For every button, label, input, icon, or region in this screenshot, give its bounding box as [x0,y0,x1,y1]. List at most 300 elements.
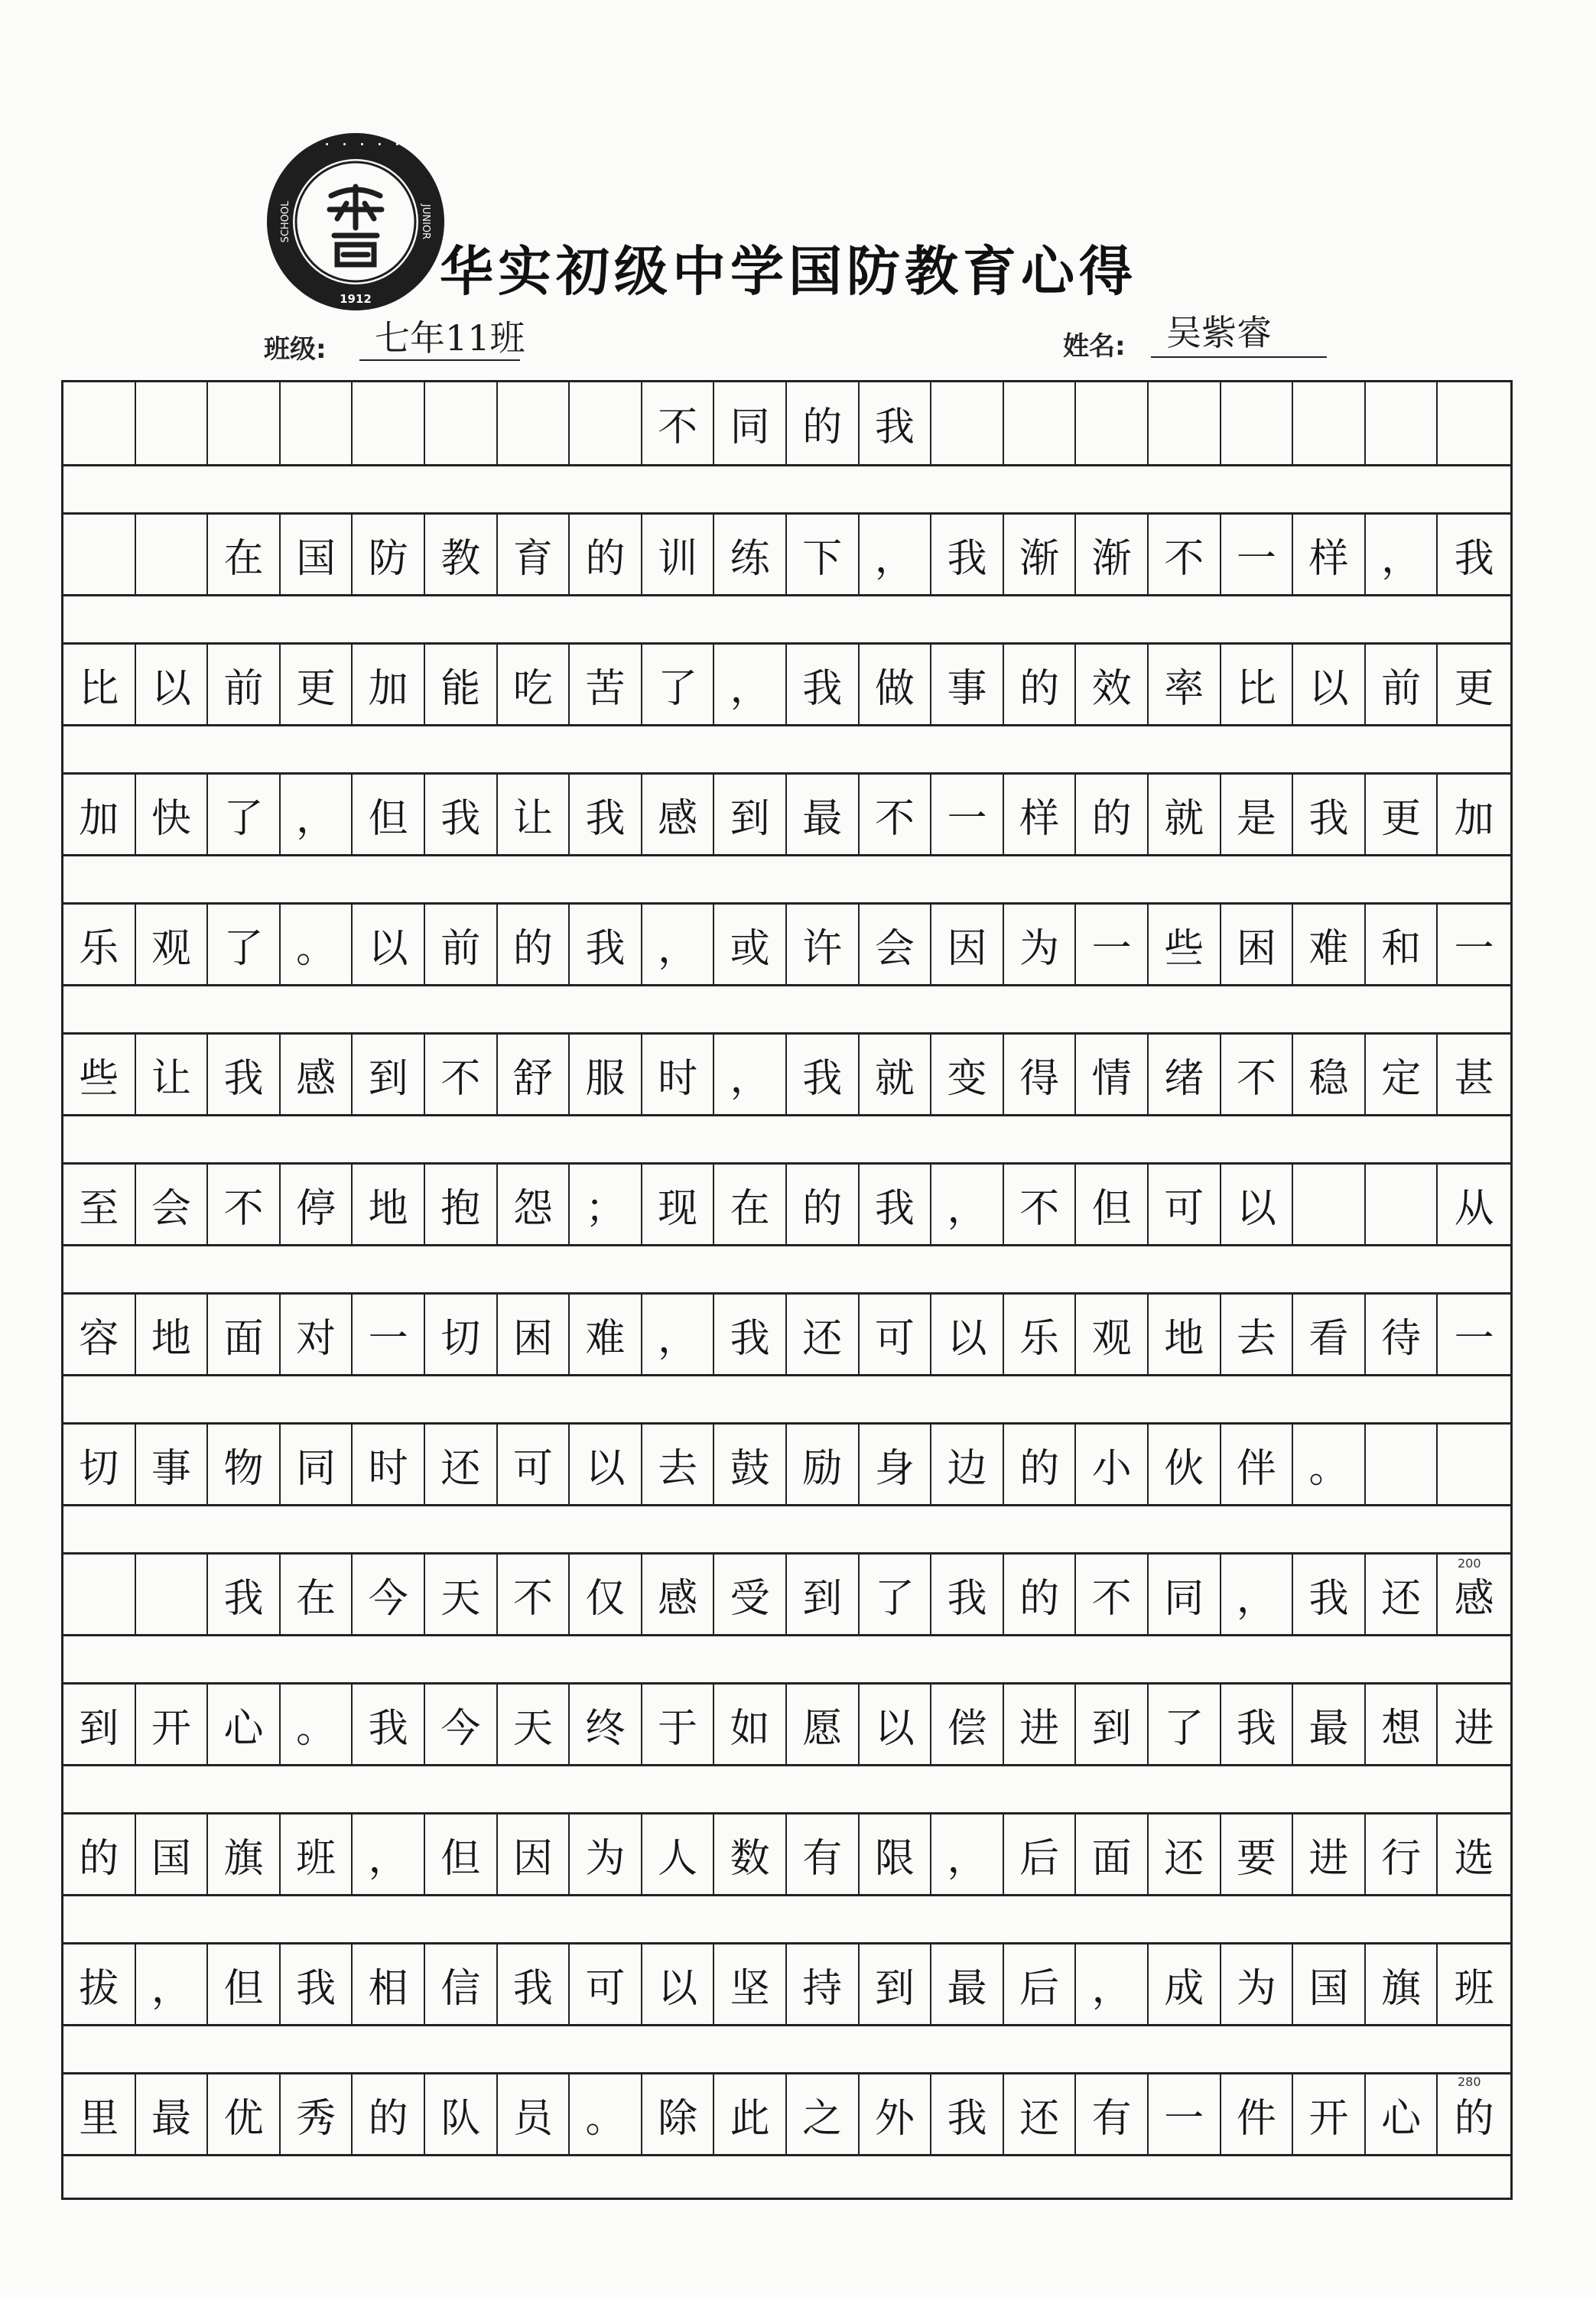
grid-cell: ， [860,515,932,594]
grid-cell: 但 [1076,1165,1149,1244]
grid-cell: 今 [353,1555,425,1634]
grid-cell: 在 [714,1165,787,1244]
grid-cell: 开 [136,1685,209,1764]
grid-cell: 到 [787,1555,860,1634]
grid-cell: 我 [860,382,932,464]
grid-row [63,1682,1510,1766]
grid-cell: 和 [1366,905,1438,984]
grid-row [63,1032,1510,1116]
grid-cell: 相 [353,1944,425,2024]
grid-cell: 我 [787,645,860,724]
grid-cell: 国 [136,1815,209,1894]
grid-cell: 快 [136,775,209,854]
grid-cell: 同 [1149,1555,1221,1634]
grid-cell: 看 [1293,1295,1366,1374]
grid-cell [208,382,281,464]
grid-cell: 更 [1366,775,1438,854]
grid-cell: 吃 [498,645,570,724]
grid-cell: 前 [208,645,281,724]
svg-text:1912: 1912 [340,292,372,306]
grid-cell: 以 [931,1295,1004,1374]
grid-cell: 不 [1076,1555,1149,1634]
grid-cell: 小 [1076,1425,1149,1504]
grid-cell [353,382,425,464]
grid-cell: 容 [63,1295,136,1374]
grid-cell: 后 [1004,1944,1077,2024]
grid-cell [1366,382,1438,464]
class-label: 班级: [264,334,327,365]
grid-cell: 时 [353,1425,425,1504]
grid-cell: 我 [498,1944,570,2024]
grid-cell: 今 [425,1685,498,1764]
grid-cell: 地 [136,1295,209,1374]
grid-cell: 更 [281,645,353,724]
grid-cell: ， [714,645,787,724]
grid-cell: 下 [787,515,860,594]
grid-cell: 的 [1004,1555,1077,1634]
grid-cell: 我 [1293,775,1366,854]
grid-row [63,382,1510,466]
grid-cell: ， [931,1815,1004,1894]
grid-cell: 我 [570,775,642,854]
grid-cell: 的 [570,515,642,594]
grid-cell: 身 [860,1425,932,1504]
name-underline [1151,356,1327,358]
grid-cell: 渐 [1076,515,1149,594]
grid-cell: 后 [1004,1815,1077,1894]
grid-cell: 。 [281,1685,353,1764]
grid-cell: 更 [1454,665,1494,712]
grid-cell: 就 [860,1035,932,1114]
grid-cell: 心 [1366,2074,1438,2154]
grid-cell: 一 [1221,515,1294,594]
grid-cell [63,382,136,464]
grid-cell: 国 [281,515,353,594]
grid-cell: 怨 [498,1165,570,1244]
grid-cell: 比 [1221,645,1294,724]
grid-cell: 或 [714,905,787,984]
grid-cell: 我 [353,1685,425,1764]
grid-cell: ， [642,905,715,984]
grid-cell: 困 [498,1295,570,1374]
word-count-mark: 200 [1458,1556,1481,1571]
grid-cell: 愿 [787,1685,860,1764]
class-underline [359,359,520,361]
grid-cell: 去 [642,1425,715,1504]
grid-cell: 班 [1454,1965,1494,2012]
grid-cell: 了 [1149,1685,1221,1764]
grid-cell: 事 [931,645,1004,724]
grid-cell: 一 [1454,1315,1494,1362]
grid-cell: 可 [1149,1165,1221,1244]
grid-cell: 一 [353,1295,425,1374]
grid-cell: 抱 [425,1165,498,1244]
grid-cell: 样 [1293,515,1366,594]
grid-cell [281,382,353,464]
grid-cell: 想 [1366,1685,1438,1764]
grid-cell: 到 [1076,1685,1149,1764]
grid-cell: 感 [281,1035,353,1114]
grid-cell: 面 [208,1295,281,1374]
grid-cell: 观 [1076,1295,1149,1374]
grid-cell [1004,382,1077,464]
grid-cell: 在 [208,515,281,594]
grid-cell: 我 [714,1295,787,1374]
grid-cell [1221,382,1294,464]
grid-cell: 不 [1221,1035,1294,1114]
grid-cell: 为 [1221,1944,1294,2024]
grid-cell [1149,382,1221,464]
grid-cell: 外 [860,2074,932,2154]
grid-cell: 鼓 [714,1425,787,1504]
grid-cell: 面 [1076,1815,1149,1894]
grid-cell: 前 [1366,645,1438,724]
grid-cell: 渐 [1004,515,1077,594]
grid-cell: ， [281,775,353,854]
grid-cell: 最 [787,775,860,854]
grid-row [63,1552,1510,1636]
grid-cell: 信 [425,1944,498,2024]
grid-cell: 育 [498,515,570,594]
grid-cell: 心 [208,1685,281,1764]
grid-cell: 边 [931,1425,1004,1504]
grid-cell: 乐 [63,905,136,984]
grid-cell: 最 [1293,1685,1366,1764]
grid-cell: 还 [1149,1815,1221,1894]
grid-cell: 感 [1454,1575,1494,1622]
grid-cell: ， [931,1165,1004,1244]
grid-cell: 但 [353,775,425,854]
grid-cell: 情 [1076,1035,1149,1114]
name-value: 吴紫睿 [1166,312,1272,353]
grid-cell: 进 [1293,1815,1366,1894]
grid-cell: ， [1366,515,1438,594]
grid-cell [136,1555,209,1634]
grid-cell [1438,1425,1510,1504]
grid-row [63,1812,1510,1896]
grid-cell: 不 [208,1165,281,1244]
grid-cell: 以 [642,1944,715,2024]
grid-cell: 许 [787,905,860,984]
grid-cell: 行 [1366,1815,1438,1894]
name-label: 姓名: [1063,331,1126,362]
grid-cell: 以 [353,905,425,984]
grid-cell: 加 [63,775,136,854]
grid-cell: 不 [498,1555,570,1634]
grid-cell: 了 [642,645,715,724]
grid-cell: 伴 [1221,1425,1294,1504]
grid-cell: 仅 [570,1555,642,1634]
grid-cell: 里 [63,2074,136,2154]
grid-cell: 加 [353,645,425,724]
grid-cell: 了 [860,1555,932,1634]
grid-cell: 地 [1149,1295,1221,1374]
grid-row [63,2072,1510,2156]
grid-cell: 件 [1221,2074,1294,2154]
grid-cell: 不 [642,382,715,464]
grid-cell: 有 [787,1815,860,1894]
grid-cell: 能 [425,645,498,724]
grid-cell: 的 [1454,2095,1494,2142]
grid-cell: 之 [787,2074,860,2154]
grid-cell: 的 [1004,645,1077,724]
grid-cell [425,382,498,464]
grid-cell [570,382,642,464]
grid-cell: 我 [931,2074,1004,2154]
grid-cell: 我 [208,1555,281,1634]
grid-cell: ， [353,1815,425,1894]
grid-cell: 切 [425,1295,498,1374]
grid-cell: 教 [425,515,498,594]
grid-cell: 我 [208,1035,281,1114]
grid-cell: 进 [1454,1705,1494,1752]
grid-cell: 前 [425,905,498,984]
grid-cell: 坚 [714,1944,787,2024]
grid-cell: 为 [1004,905,1077,984]
grid-cell: 些 [1149,905,1221,984]
grid-cell: 以 [570,1425,642,1504]
grid-cell: 了 [208,905,281,984]
grid-cell: 旗 [1366,1944,1438,2024]
essay-grid [61,380,1513,2200]
grid-cell: 。 [1293,1425,1366,1504]
grid-cell: 到 [714,775,787,854]
class-value: 七年11班 [375,317,525,359]
grid-cell: 因 [931,905,1004,984]
grid-row [63,1422,1510,1506]
grid-cell: 还 [425,1425,498,1504]
grid-cell: 到 [860,1944,932,2024]
grid-cell: 做 [860,645,932,724]
grid-cell: 不 [1004,1165,1077,1244]
grid-cell: 就 [1149,775,1221,854]
grid-cell: 可 [570,1944,642,2024]
grid-cell: 一 [1149,2074,1221,2154]
grid-cell: 会 [136,1165,209,1244]
grid-cell: 物 [208,1425,281,1504]
grid-cell: 的 [1076,775,1149,854]
grid-cell: 但 [208,1944,281,2024]
grid-cell: 稳 [1293,1035,1366,1114]
grid-cell [1366,1165,1438,1244]
grid-cell: 为 [570,1815,642,1894]
grid-row [63,1292,1510,1376]
grid-cell: 励 [787,1425,860,1504]
grid-cell: 我 [931,1555,1004,1634]
grid-cell: 我 [787,1035,860,1114]
grid-cell: 队 [425,2074,498,2154]
grid-cell [1366,1425,1438,1504]
grid-cell: 成 [1149,1944,1221,2024]
grid-cell: 效 [1076,645,1149,724]
grid-row [63,512,1510,596]
grid-cell: 我 [281,1944,353,2024]
grid-cell: 苦 [570,645,642,724]
grid-cell: 加 [1454,795,1494,842]
grid-cell: 一 [1076,905,1149,984]
grid-cell: 的 [787,1165,860,1244]
grid-cell: 我 [1293,1555,1366,1634]
grid-cell [136,382,209,464]
grid-cell: 可 [498,1425,570,1504]
grid-cell: 定 [1366,1035,1438,1114]
grid-row [63,642,1510,726]
grid-cell: 的 [498,905,570,984]
grid-cell: 绪 [1149,1035,1221,1114]
grid-cell: ， [714,1035,787,1114]
grid-cell: 我 [860,1165,932,1244]
grid-cell [1438,382,1510,464]
grid-cell: 国 [1293,1944,1366,2024]
grid-cell: 让 [136,1035,209,1114]
grid-cell: 数 [714,1815,787,1894]
grid-cell [1076,382,1149,464]
grid-cell: 选 [1454,1835,1494,1882]
grid-cell [63,515,136,594]
grid-cell: 。 [281,905,353,984]
grid-cell: 停 [281,1165,353,1244]
grid-cell: 我 [1454,535,1494,582]
grid-cell [136,515,209,594]
grid-cell: 到 [63,1685,136,1764]
grid-cell: 优 [208,2074,281,2154]
grid-row [63,772,1510,856]
grid-cell: 是 [1221,775,1294,854]
grid-cell: 以 [1293,645,1366,724]
grid-cell: 一 [1454,925,1494,972]
grid-cell: 天 [425,1555,498,1634]
grid-cell: 地 [353,1165,425,1244]
grid-cell: 。 [570,2074,642,2154]
grid-cell: ， [642,1295,715,1374]
grid-cell: 待 [1366,1295,1438,1374]
grid-cell: 以 [1221,1165,1294,1244]
grid-cell: 我 [931,515,1004,594]
grid-cell: ， [1221,1555,1294,1634]
page-title: 华实初级中学国防教育心得 [440,240,1137,303]
grid-cell: 了 [208,775,281,854]
grid-cell: 让 [498,775,570,854]
grid-cell: ； [570,1165,642,1244]
grid-cell: 难 [570,1295,642,1374]
grid-cell: 班 [281,1815,353,1894]
grid-cell: 时 [642,1035,715,1114]
grid-cell: 伙 [1149,1425,1221,1504]
grid-cell: 难 [1293,905,1366,984]
grid-cell: 感 [642,775,715,854]
grid-cell: 舒 [498,1035,570,1114]
grid-cell: 样 [1004,775,1077,854]
grid-cell: 的 [63,1815,136,1894]
grid-cell: 受 [714,1555,787,1634]
grid-cell: 此 [714,2074,787,2154]
grid-cell: 的 [1004,1425,1077,1504]
svg-text:· · · · · ·: · · · · · · [307,138,405,151]
grid-cell: 观 [136,905,209,984]
grid-cell: 练 [714,515,787,594]
grid-cell: 服 [570,1035,642,1114]
grid-cell: 还 [1366,1555,1438,1634]
grid-cell: 甚 [1454,1055,1494,1102]
grid-cell: 一 [931,775,1004,854]
grid-cell: 拔 [63,1944,136,2024]
grid-cell: 于 [642,1685,715,1764]
grid-cell [931,382,1004,464]
grid-cell: 不 [1149,515,1221,594]
grid-cell: 得 [1004,1035,1077,1114]
grid-cell: 进 [1004,1685,1077,1764]
grid-cell: 我 [570,905,642,984]
grid-cell: 的 [353,2074,425,2154]
grid-cell: 同 [714,382,787,464]
grid-cell: 些 [63,1035,136,1114]
grid-cell [63,1555,136,1634]
grid-cell: 感 [642,1555,715,1634]
grid-cell: 现 [642,1165,715,1244]
svg-text:JUNIOR: JUNIOR [420,203,431,240]
grid-row [63,902,1510,986]
grid-cell: ， [1076,1944,1149,2024]
grid-cell: 天 [498,1685,570,1764]
grid-cell: 可 [860,1295,932,1374]
grid-cell: 去 [1221,1295,1294,1374]
grid-cell: 不 [425,1035,498,1114]
grid-cell [1293,1165,1366,1244]
grid-cell: 人 [642,1815,715,1894]
grid-cell: 因 [498,1815,570,1894]
grid-cell: ， [136,1944,209,2024]
grid-cell: 有 [1076,2074,1149,2154]
grid-row [63,1162,1510,1246]
grid-row [63,1942,1510,2026]
grid-cell: 同 [281,1425,353,1504]
grid-cell: 如 [714,1685,787,1764]
grid-cell: 至 [63,1165,136,1244]
grid-cell: 我 [1221,1685,1294,1764]
grid-cell: 偿 [931,1685,1004,1764]
grid-cell: 乐 [1004,1295,1077,1374]
grid-cell: 比 [63,645,136,724]
grid-cell: 终 [570,1685,642,1764]
grid-cell: 从 [1454,1185,1494,1232]
svg-text:SCHOOL: SCHOOL [280,200,291,243]
word-count-mark: 280 [1458,2074,1481,2089]
grid-cell: 最 [931,1944,1004,2024]
grid-cell: 员 [498,2074,570,2154]
grid-cell [498,382,570,464]
grid-cell: 除 [642,2074,715,2154]
grid-cell: 以 [136,645,209,724]
grid-cell: 还 [1004,2074,1077,2154]
grid-cell: 率 [1149,645,1221,724]
grid-cell: 要 [1221,1815,1294,1894]
grid-cell: 变 [931,1035,1004,1114]
grid-cell: 还 [787,1295,860,1374]
grid-cell: 防 [353,515,425,594]
grid-cell: 旗 [208,1815,281,1894]
grid-cell: 困 [1221,905,1294,984]
grid-cell: 不 [860,775,932,854]
grid-cell: 到 [353,1035,425,1114]
grid-cell: 事 [136,1425,209,1504]
grid-cell: 切 [63,1425,136,1504]
grid-cell: 我 [425,775,498,854]
grid-cell: 持 [787,1944,860,2024]
school-seal-logo [264,130,447,314]
grid-cell: 以 [860,1685,932,1764]
grid-cell: 在 [281,1555,353,1634]
grid-cell [1293,382,1366,464]
